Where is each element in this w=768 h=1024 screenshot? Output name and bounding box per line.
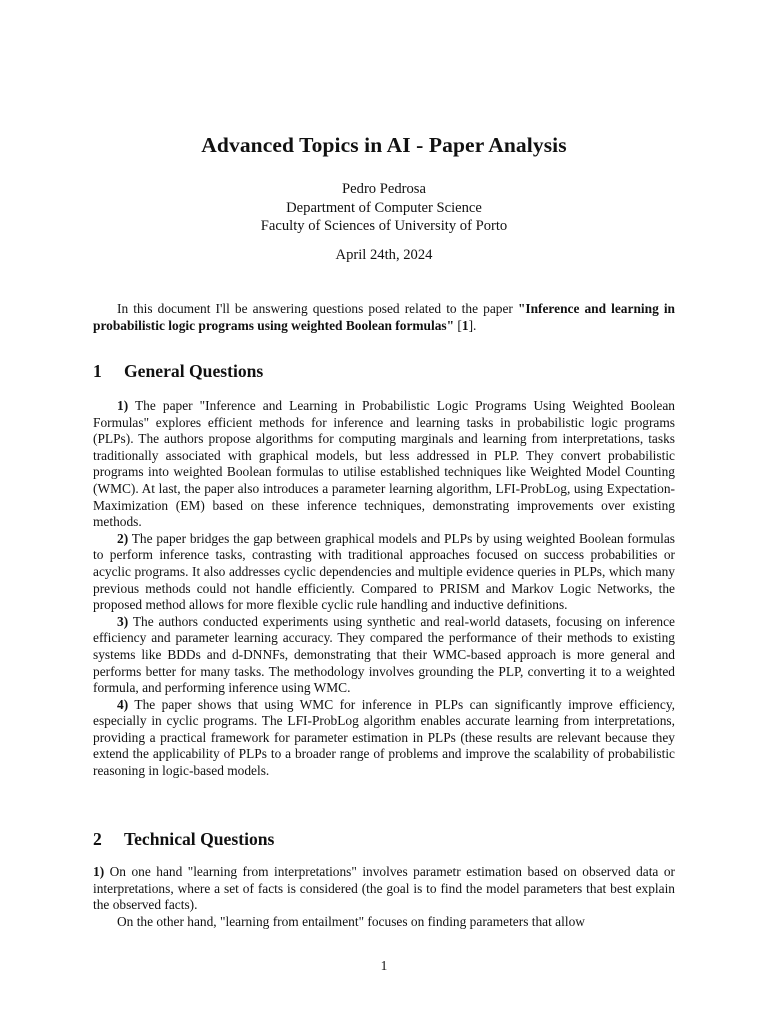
answer-paragraph <box>93 914 675 931</box>
answer-paragraph <box>93 531 675 614</box>
answer-text: The paper "Inference and Learning in Probabilistic Logic Programs Using Weighted Boolean Formulas" explores efficient methods for inference and learning tasks in probabilistic logic programs (PLPs). The authors propose algorithms for computing marginals and learning from interpretations, tasks traditionally associated with graphical models, but less addressed in PLP. They convert probabilistic programs into weighted Boolean formulas to utilise established techniques like Weighted Model Counting (WMC). At last, the paper also introduces a parameter learning algorithm, LFI-ProbLog, using Expectation-Maximization (EM) based on these inference techniques, demonstrating improvements over existing methods. <box>93 398 675 530</box>
answer-paragraph <box>93 864 675 914</box>
answer-paragraph <box>93 398 675 531</box>
citation-link[interactable]: 1 <box>461 317 469 333</box>
section-number: 1 <box>93 361 102 381</box>
author-name: Pedro Pedrosa <box>342 181 426 197</box>
section-heading-1 <box>93 361 675 382</box>
answer-text: The paper bridges the gap between graphical models and PLPs by using weighted Boolean formulas to perform inference tasks, contrasting with traditional approaches focused on success probabilities or acyclic programs. It also addresses cyclic dependencies and multiple evidence queries in PLPs, which many previous methods could not handle efficiently. Compared to PRISM and Markov Logic Networks, the proposed method allows for more flexible cyclic rule handling and inductive definitions. <box>93 530 675 613</box>
intro-text: In this document I'll be answering questions posed related to the paper <box>117 301 518 316</box>
answer-text: On one hand "learning from interpretations" involves parametr estimation based on observed data or interpretations, where a set of facts is considered (the goal is to find the model parameters that best explain the observed facts). <box>93 864 675 913</box>
answer-text: On the other hand, "learning from entailment" focuses on finding parameters that allow <box>117 913 585 929</box>
author-faculty: Faculty of Sciences of University of Porto <box>260 218 508 234</box>
intro-cite-close: ]. <box>468 317 477 333</box>
answer-text: The authors conducted experiments using synthetic and real-world datasets, focusing on inference efficiency and parameter learning accuracy. They compared the performance of their methods to existing systems like BDDs and d-DNNFs, demonstrating that their WMC-based approach is more general and performs better for many tasks. The methodology involves grounding the PLP, converting it to a weighted formula, and performing inference using WMC. <box>93 613 675 696</box>
answer-label: 4) <box>117 696 129 712</box>
answer-label: 1) <box>117 398 129 413</box>
answer-label: 1) <box>93 864 105 879</box>
answer-label: 2) <box>117 530 129 546</box>
paper-date: April 24th, 2024 <box>335 247 433 263</box>
answer-paragraph <box>93 614 675 697</box>
answer-text: The paper shows that using WMC for inference in PLPs can significantly improve efficiency, especially in cyclic programs. The LFI-ProbLog algorithm enables accurate learning from interpretations, providing a practical framework for parameter estimation in PLPs (these results are relevant because they extend the applicability of PLPs to a broader range of problems and improve the scalability of probabilistic reasoning in logic-based models. <box>93 696 675 779</box>
section-1-body <box>93 398 675 780</box>
answer-paragraph <box>93 697 675 780</box>
section-2-body <box>93 864 675 930</box>
page-number: 1 <box>380 958 388 973</box>
intro-paragraph <box>93 301 675 334</box>
author-department: Department of Computer Science <box>286 199 482 216</box>
intro-paper-title: "Inference and learning in probabilistic logic programs using weighted Boolean formulas" <box>93 301 675 333</box>
paper-title: Advanced Topics in AI - Paper Analysis <box>201 133 567 157</box>
section-title: General Questions <box>124 361 264 381</box>
section-heading-2 <box>93 829 675 850</box>
author-block <box>0 180 768 236</box>
section-title: Technical Questions <box>124 829 275 849</box>
section-number: 2 <box>93 829 102 849</box>
answer-label: 3) <box>117 613 129 629</box>
intro-cite-open: [ <box>454 317 462 333</box>
